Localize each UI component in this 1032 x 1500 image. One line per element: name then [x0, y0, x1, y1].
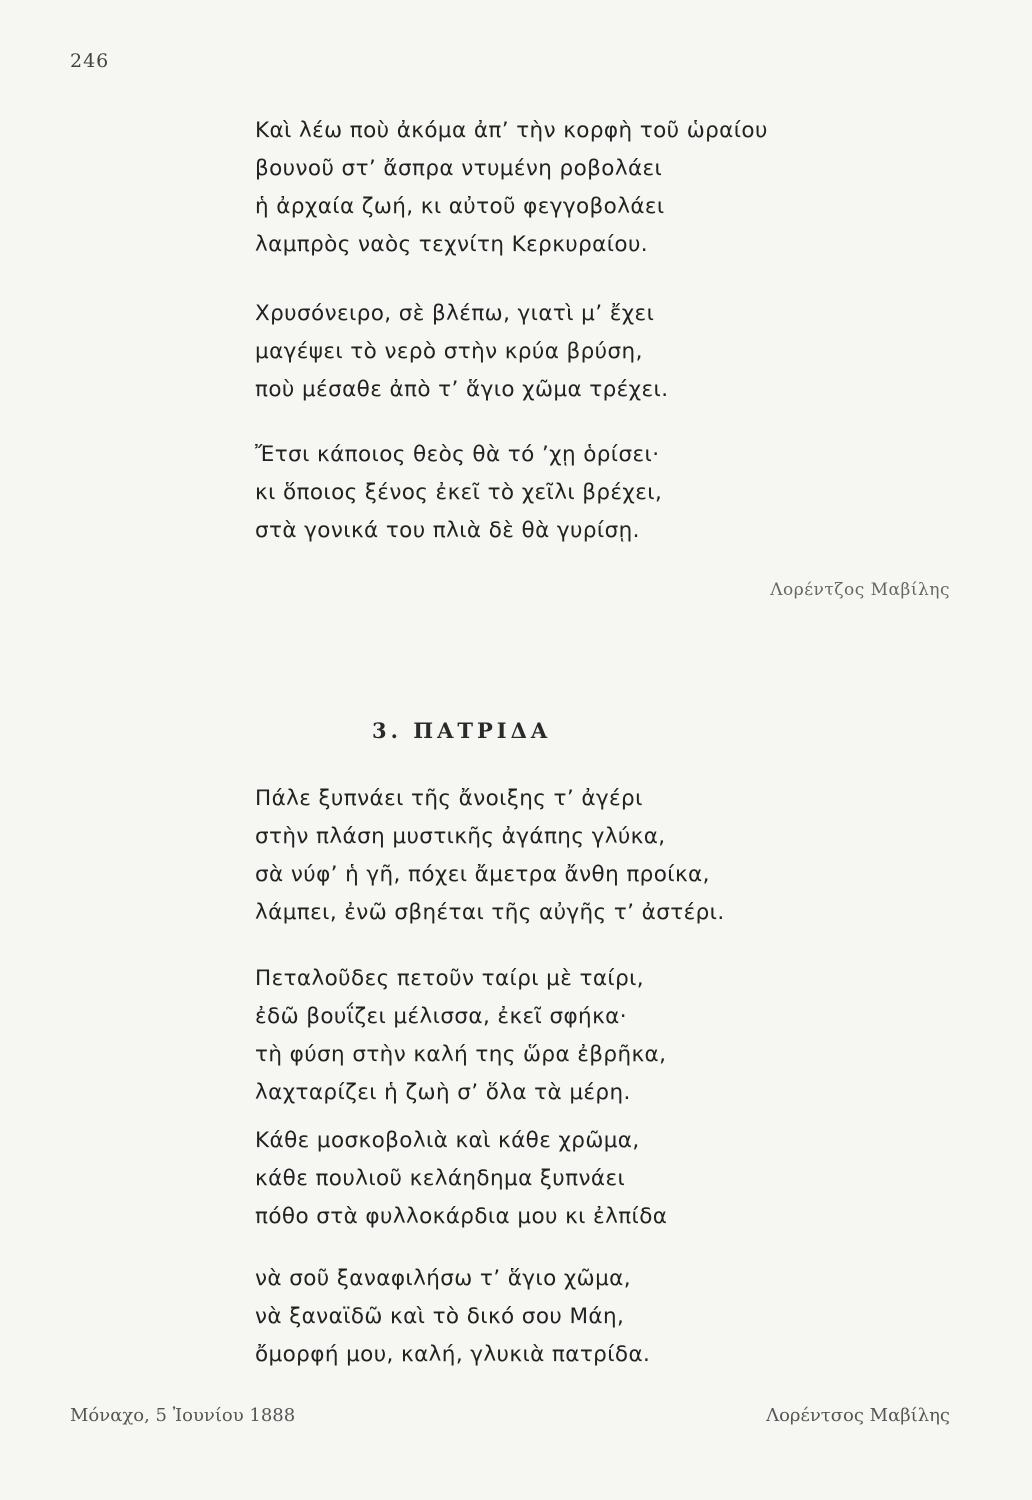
verse-line: μαγέψει τὸ νερὸ στὴν κρύα βρύση,: [255, 339, 643, 364]
verse-line: λάμπει, ἐνῶ σβηέται τῆς αὐγῆς τ’ ἀστέρι.: [255, 900, 725, 925]
verse-line: Καὶ λέω ποὺ ἀκόμα ἀπ’ τὴν κορφὴ τοῦ ὡραίου: [255, 118, 768, 143]
verse-line: σὰ νύφ’ ἡ γῆ, πόχει ἄμετρα ἄνθη προίκα,: [255, 862, 710, 887]
poem-1-stanza-3: [255, 436, 662, 550]
verse-line: στὴν πλάση μυστικῆς ἀγάπης γλύκα,: [255, 824, 666, 849]
page-number: 246: [70, 50, 110, 72]
poem-2-signature: Λορέντσος Μαβίλης: [766, 1405, 950, 1426]
verse-line: λαμπρὸς ναὸς τεχνίτη Κερκυραίου.: [255, 232, 649, 257]
verse-line: λαχταρίζει ἡ ζωὴ σ’ ὅλα τὰ μέρη.: [255, 1080, 631, 1105]
verse-line: τὴ φύση στὴν καλή της ὥρα ἐβρῆκα,: [255, 1042, 667, 1067]
verse-line: Χρυσόνειρο, σὲ βλέπω, γιατὶ μ’ ἔχει: [255, 301, 655, 326]
verse-line: βουνοῦ στ’ ἄσπρα ντυμένη ροβολάει: [255, 156, 663, 181]
poem-2-stanza-2: [255, 960, 666, 1112]
verse-line: ἡ ἀρχαία ζωή, κι αὐτοῦ φεγγοβολάει: [255, 194, 665, 219]
verse-line: στὰ γονικά του πλιὰ δὲ θὰ γυρίσῃ.: [255, 518, 640, 543]
verse-line: Πάλε ξυπνάει τῆς ἄνοιξης τ’ ἀγέρι: [255, 786, 643, 811]
verse-line: πόθο στὰ φυλλοκάρδια μου κι ἐλπίδα: [255, 1204, 668, 1229]
verse-line: Ἔτσι κάποιος θεὸς θὰ τό ’χῃ ὁρίσει·: [255, 442, 660, 467]
verse-line: Κάθε μοσκοβολιὰ καὶ κάθε χρῶμα,: [255, 1128, 640, 1153]
poem-2-stanza-1: [255, 780, 725, 932]
place-date: Μόναχο, 5 Ἰουνίου 1888: [70, 1405, 296, 1426]
verse-line: ἐδῶ βουΐζει μέλισσα, ἐκεῖ σφήκα·: [255, 1004, 627, 1029]
verse-line: Πεταλοῦδες πετοῦν ταίρι μὲ ταίρι,: [255, 966, 645, 991]
section-title: 3. ΠΑΤΡΙΔΑ: [372, 718, 552, 743]
verse-line: νὰ σοῦ ξαναφιλήσω τ’ ἅγιο χῶμα,: [255, 1266, 631, 1291]
poem-2-stanza-3: [255, 1122, 667, 1236]
verse-line: ὄμορφή μου, καλή, γλυκιὰ πατρίδα.: [255, 1342, 651, 1367]
poem-2-stanza-4: [255, 1260, 650, 1374]
poem-1-stanza-1: [255, 112, 768, 264]
poem-1-stanza-2: [255, 295, 668, 409]
verse-line: κάθε πουλιοῦ κελάηδημα ξυπνάει: [255, 1166, 626, 1191]
verse-line: ποὺ μέσαθε ἀπὸ τ’ ἅγιο χῶμα τρέχει.: [255, 377, 669, 402]
verse-line: κι ὅποιος ξένος ἐκεῖ τὸ χεῖλι βρέχει,: [255, 480, 663, 505]
poem-1-signature: Λορέντζος Μαβίλης: [770, 580, 950, 600]
verse-line: νὰ ξαναϊδῶ καὶ τὸ δικό σου Μάη,: [255, 1304, 625, 1329]
